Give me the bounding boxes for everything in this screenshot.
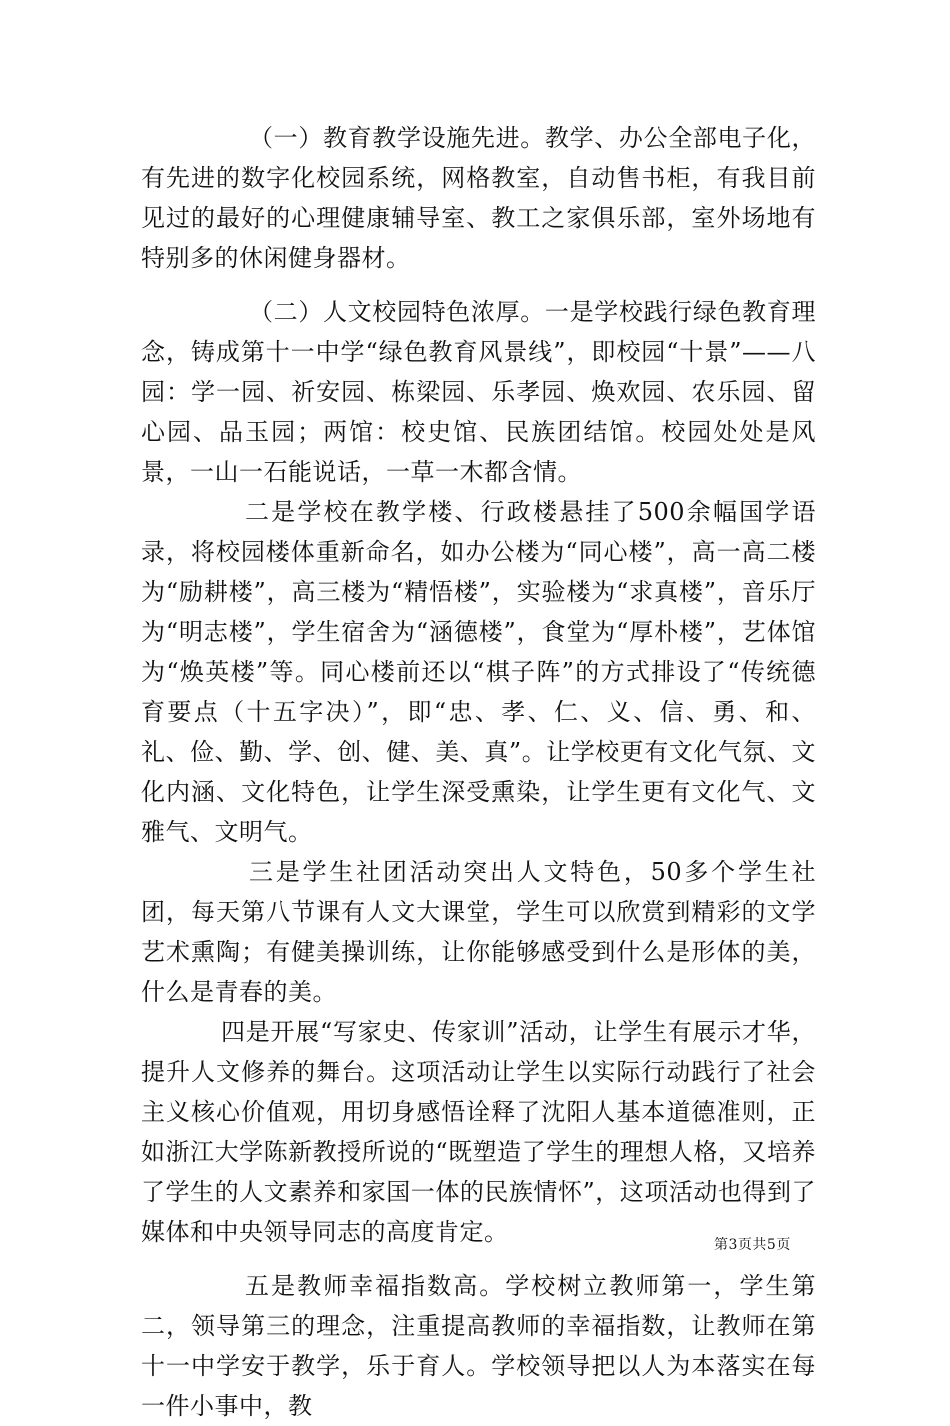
paragraph-building-names: 二是学校在教学楼、行政楼悬挂了500余幅国学语录，将校园楼体重新命名，如办公楼为“同心楼”，高一高二楼为“励耕楼”，高三楼为“精悟楼”，实验楼为“求真楼”，音乐厅为“明志楼”，学生宿舍为“涵德楼”，食堂为“厚朴楼”，艺体馆为“焕英楼”等。同心楼前还以“棋子阵”的方式排设了“传统德育要点（十五字决）”，即“忠、孝、仁、义、信、勇、和、礼、俭、勤、学、创、健、美、真”。让学校更有文化气氛、文化内涵、文化特色，让学生深受熏染，让学生更有文化气、文雅气、文明气。 (141, 498, 816, 846)
paragraph-teacher-happiness: 五是教师幸福指数高。学校树立教师第一，学生第二，领导第三的理念，注重提高教师的幸福指数，让教师在第十一中学安于教学，乐于育人。学校领导把以人为本落实在每一件小事中，教 (141, 1272, 816, 1420)
body-text (141, 118, 816, 1426)
paragraph-family-history: 四是开展“写家史、传家训”活动，让学生有展示才华，提升人文修养的舞台。这项活动让学生以实际行动践行了社会主义核心价值观，用切身感悟诠释了沈阳人基本道德准则，正如浙江大学陈新教授所说的“既塑造了学生的理想人格，又培养了学生的人文素养和家国一体的民族情怀”，这项活动也得到了媒体和中央领导同志的高度肯定。 (141, 1018, 816, 1246)
page-number-footer: 第3页共5页 (714, 1237, 791, 1253)
paragraph-humanities-campus: （二）人文校园特色浓厚。一是学校践行绿色教育理念，铸成第十一中学“绿色教育风景线”，即校园“十景”——八园：学一园、祈安园、栋梁园、乐孝园、焕欢园、农乐园、留心园、品玉园；两馆：校史馆、民族团结馆。校园处处是风景，一山一石能说话，一草一木都含情。 (141, 298, 816, 486)
paragraph-facilities: （一）教育教学设施先进。教学、办公全部电子化，有先进的数字化校园系统，网格教室，自动售书柜，有我目前见过的最好的心理健康辅导室、教工之家俱乐部，室外场地有特别多的休闲健身器材。 (141, 124, 816, 272)
paragraph-student-clubs: 三是学生社团活动突出人文特色，50多个学生社团，每天第八节课有人文大课堂，学生可以欣赏到精彩的文学艺术熏陶；有健美操训练，让你能够感受到什么是形体的美，什么是青春的美。 (141, 858, 816, 1006)
